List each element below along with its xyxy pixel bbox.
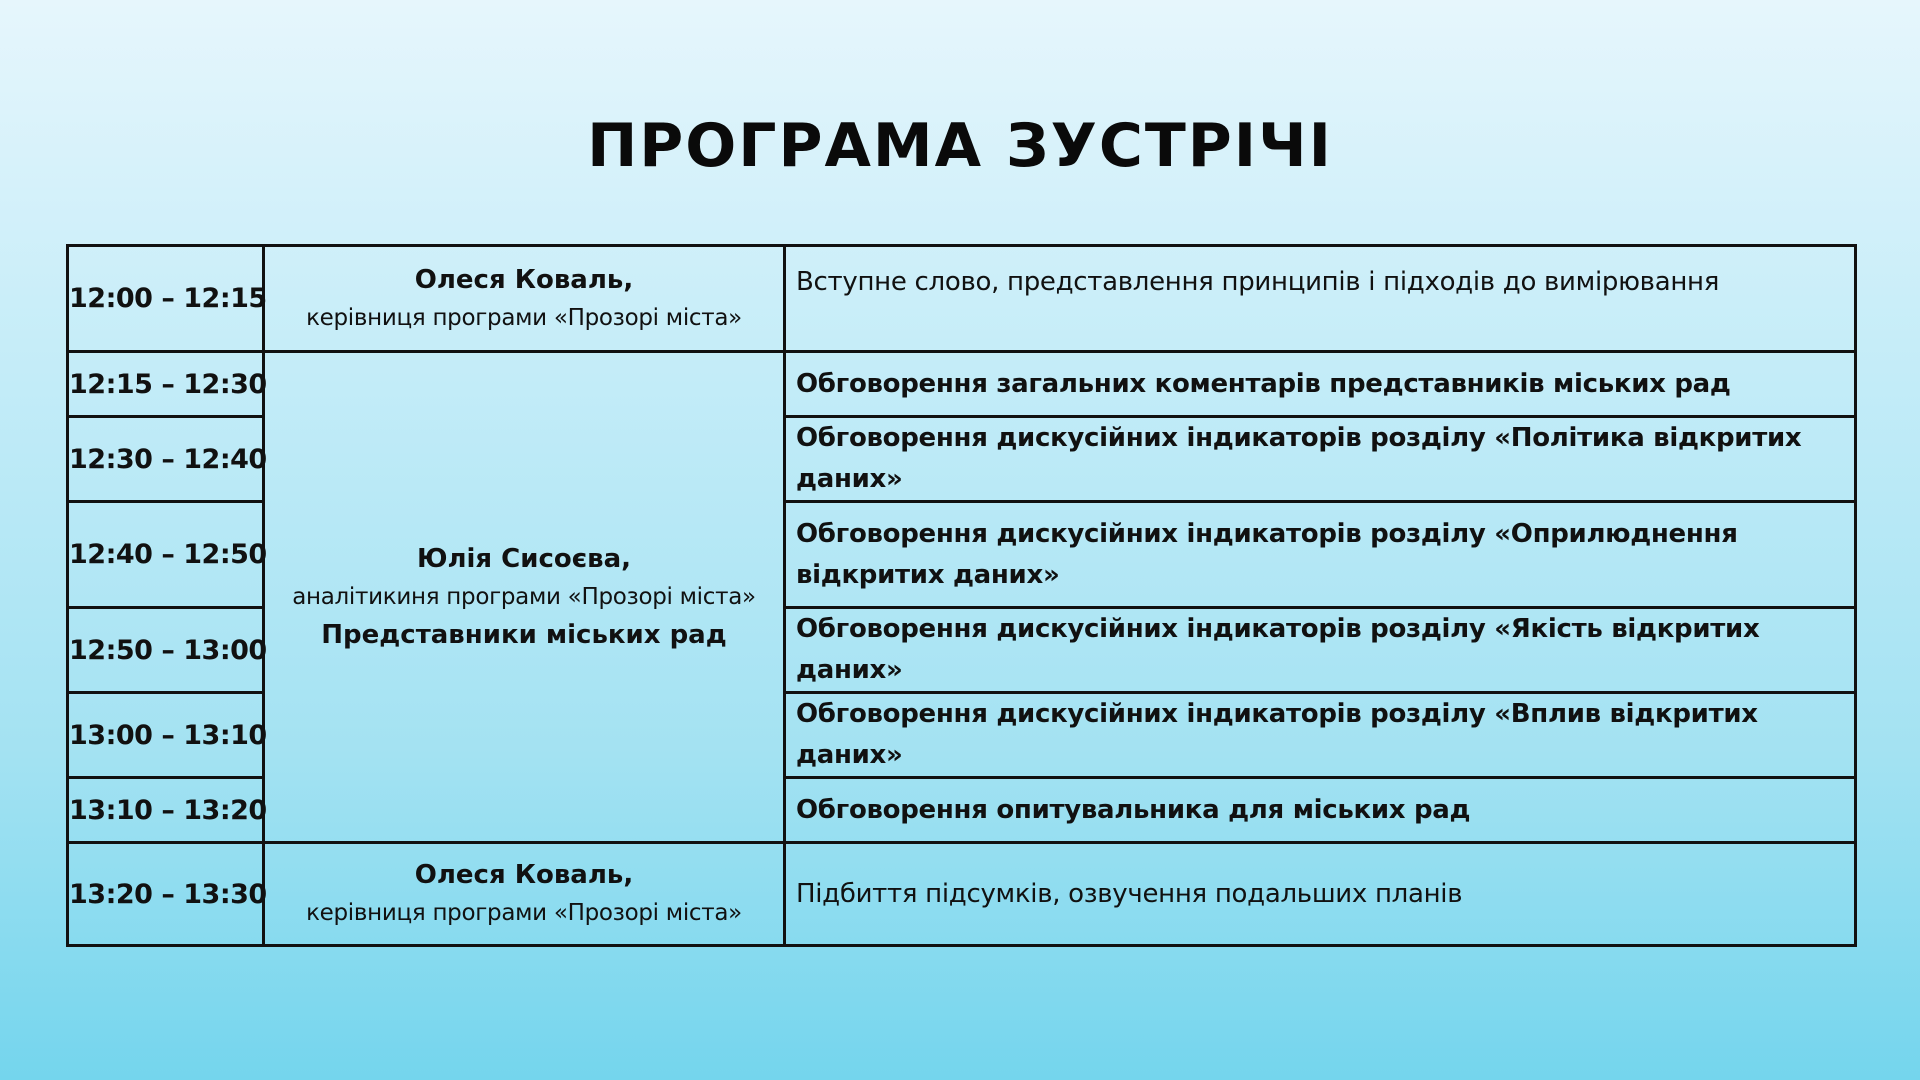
- topic-cell: Обговорення дискусійних індикаторів розділу «Оприлюднення відкритих даних»: [785, 502, 1856, 608]
- speaker-cell: [264, 352, 785, 843]
- speaker-role: керівниця програми «Прозорі міста»: [306, 900, 742, 926]
- speaker-name: Олеся Коваль,: [414, 264, 634, 295]
- topic-cell: Обговорення дискусійних індикаторів розділу «Якість відкритих даних»: [785, 608, 1856, 693]
- speaker-cell: [264, 843, 785, 946]
- page-title: ПРОГРАМА ЗУСТРІЧІ: [587, 111, 1333, 181]
- schedule-table: [66, 244, 1857, 947]
- time-slot: 12:50 – 13:00: [68, 608, 264, 693]
- time-slot: 12:15 – 12:30: [68, 352, 264, 417]
- speaker-group: Представники міських рад: [321, 620, 727, 650]
- time-slot: 13:20 – 13:30: [68, 843, 264, 946]
- topic-cell: Підбиття підсумків, озвучення подальших планів: [785, 843, 1856, 946]
- speaker-name: Олеся Коваль,: [414, 860, 634, 890]
- table-row: [68, 246, 1856, 352]
- time-slot: 13:10 – 13:20: [68, 778, 264, 843]
- table-row: [68, 352, 1856, 417]
- table-row: [68, 843, 1856, 946]
- topic-cell: Обговорення загальних коментарів представників міських рад: [785, 352, 1856, 417]
- speaker-cell: [264, 246, 785, 352]
- topic-cell: Обговорення опитувальника для міських рад: [785, 778, 1856, 843]
- topic-cell: Обговорення дискусійних індикаторів розділу «Вплив відкритих даних»: [785, 693, 1856, 778]
- speaker-role: керівниця програми «Прозорі міста»: [306, 304, 742, 331]
- speaker-name: Юлія Сисоєва,: [416, 544, 632, 574]
- speaker-role: аналітикиня програми «Прозорі міста»: [292, 584, 756, 610]
- time-slot: 12:00 – 12:15: [68, 246, 264, 352]
- time-slot: 12:30 – 12:40: [68, 417, 264, 502]
- topic-cell: Вступне слово, представлення принципів і підходів до вимірювання: [785, 246, 1856, 352]
- time-slot: 12:40 – 12:50: [68, 502, 264, 608]
- time-slot: 13:00 – 13:10: [68, 693, 264, 778]
- topic-cell: Обговорення дискусійних індикаторів розділу «Політика відкритих даних»: [785, 417, 1856, 502]
